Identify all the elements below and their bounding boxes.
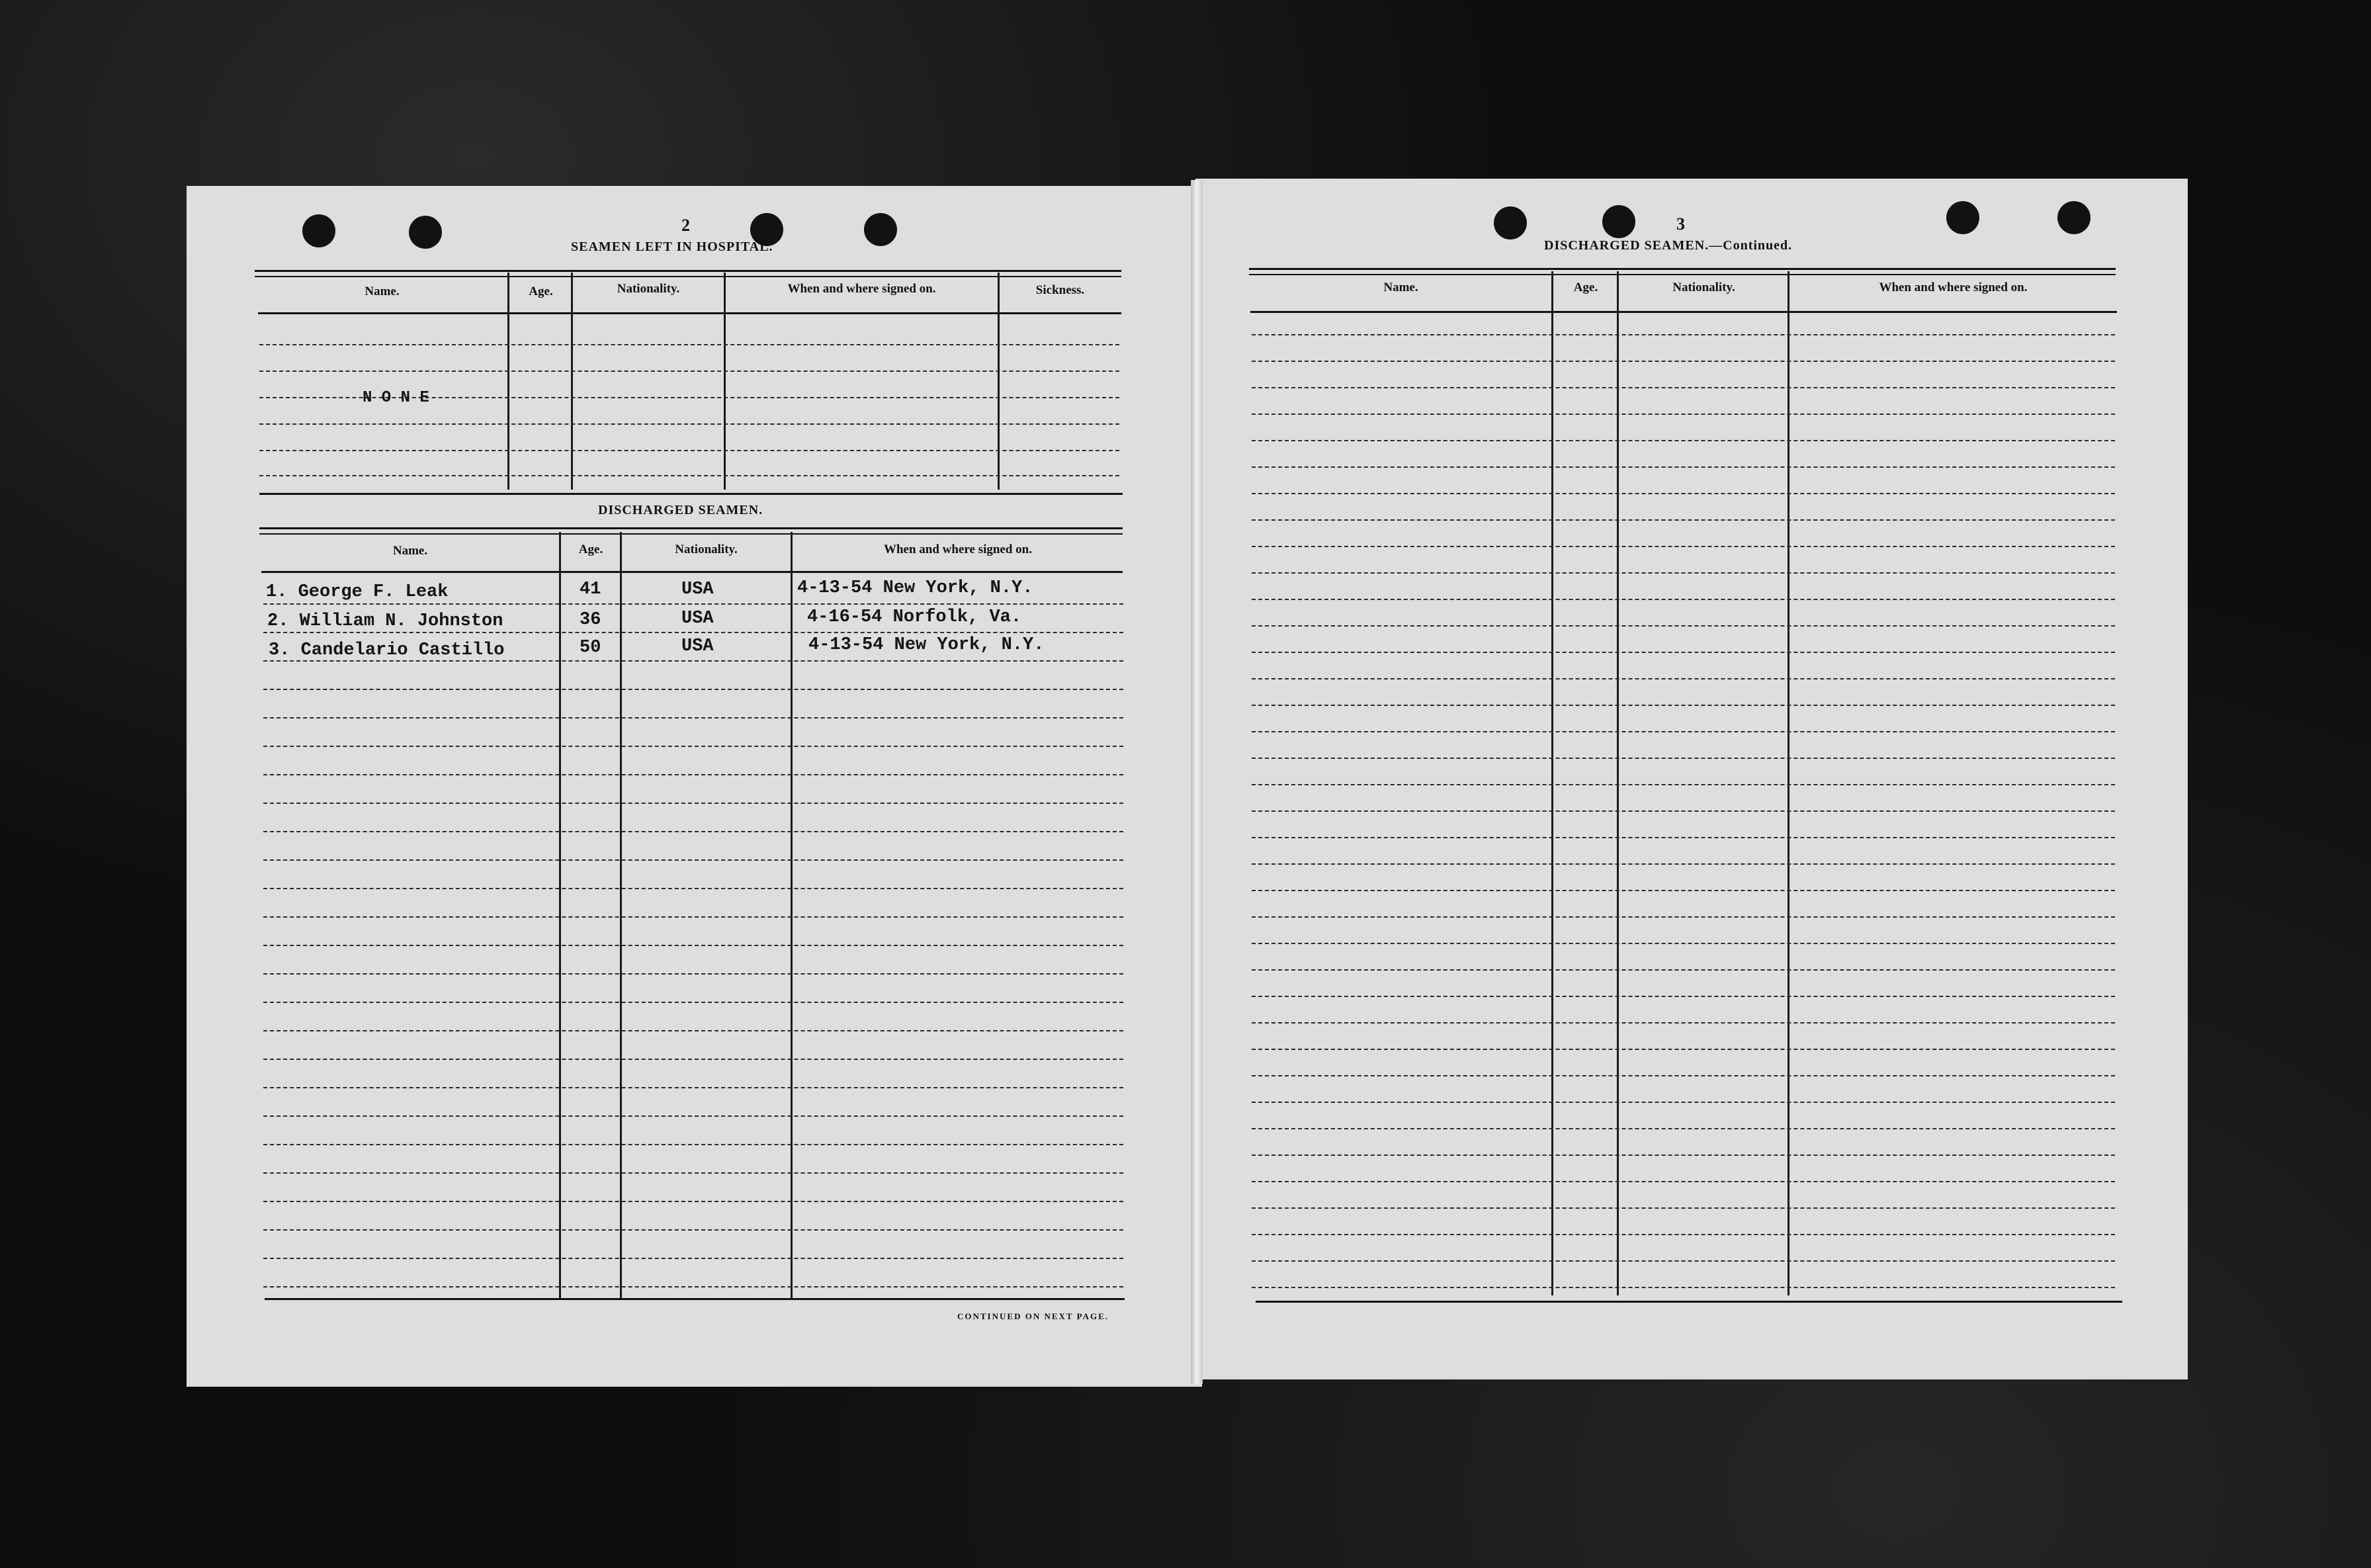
ruled-line	[263, 717, 1123, 719]
ruled-line	[1252, 1075, 2115, 1076]
hospital-col-divider	[507, 273, 509, 490]
hospital-row-line	[259, 344, 1119, 345]
ruled-line	[1252, 652, 2115, 653]
right-col-divider	[1617, 271, 1619, 1295]
ruled-line	[263, 660, 1123, 662]
discharged-header-age: Age.	[578, 543, 603, 556]
ruled-line	[1252, 678, 2115, 679]
seaman-signed-on: 4-13-54 New York, N.Y.	[797, 578, 1033, 598]
ruled-line	[1252, 1181, 2115, 1182]
ruled-line	[263, 973, 1123, 975]
ruled-line	[263, 1201, 1123, 1202]
punch-hole	[1946, 201, 1979, 234]
hospital-header-sickness: Sickness.	[1035, 283, 1085, 297]
ruled-line	[1252, 1154, 2115, 1156]
hospital-header-name: Name.	[365, 284, 400, 298]
continued-note: CONTINUED ON NEXT PAGE.	[957, 1311, 1109, 1321]
hospital-row-line	[259, 370, 1119, 372]
ruled-line	[263, 603, 1123, 605]
ruled-line	[263, 1144, 1123, 1145]
seaman-signed-on: 4-16-54 Norfolk, Va.	[807, 607, 1022, 627]
hospital-header-rule	[258, 312, 1121, 314]
seaman-age: 41	[580, 580, 601, 599]
hospital-header-signed-on: When and where signed on.	[787, 282, 936, 296]
ruled-line	[1252, 916, 2115, 918]
ruled-line	[1252, 1260, 2115, 1262]
hospital-row-line	[259, 450, 1119, 451]
discharged-col-divider	[620, 532, 622, 1299]
punch-hole	[1602, 205, 1635, 238]
ruled-line	[1252, 334, 2115, 335]
discharged-table-top-rule	[259, 527, 1123, 535]
seaman-name: 1. George F. Leak	[266, 582, 449, 602]
discharged-header-rule	[261, 571, 1123, 573]
ruled-line	[1252, 1022, 2115, 1024]
ruled-line	[263, 1172, 1123, 1174]
punch-hole	[864, 213, 897, 246]
hospital-none-entry: N O N E	[363, 389, 429, 407]
ruled-line	[1252, 519, 2115, 521]
right-header-rule	[1250, 311, 2117, 313]
hospital-col-divider	[998, 273, 1000, 490]
seaman-signed-on: 4-13-54 New York, N.Y.	[808, 635, 1045, 655]
ruled-line	[1252, 969, 2115, 971]
left-page	[187, 186, 1202, 1387]
right-header-nationality: Nationality.	[1672, 281, 1735, 294]
discharged-col-divider	[559, 532, 561, 1299]
discharged-table-bottom-rule	[265, 1298, 1125, 1300]
punch-hole	[2057, 201, 2091, 234]
ruled-line	[1252, 996, 2115, 997]
ruled-line	[1252, 863, 2115, 865]
ruled-line	[1252, 440, 2115, 441]
right-table-top-rule	[1249, 268, 2116, 275]
seaman-nationality: USA	[681, 636, 714, 656]
ruled-line	[1252, 1234, 2115, 1235]
hospital-section-title: SEAMEN LEFT IN HOSPITAL.	[571, 240, 773, 254]
discharged-section-title: DISCHARGED SEAMEN.	[598, 503, 763, 517]
ruled-line	[263, 1286, 1123, 1287]
seaman-age: 50	[580, 638, 601, 658]
hospital-table-bottom-rule	[259, 493, 1123, 495]
ruled-line	[263, 1229, 1123, 1231]
ruled-line	[263, 1002, 1123, 1003]
ruled-line	[1252, 705, 2115, 706]
ruled-line	[263, 945, 1123, 946]
hospital-row-line	[259, 423, 1119, 425]
right-col-divider	[1788, 271, 1789, 1295]
ruled-line	[1252, 810, 2115, 812]
discharged-header-signed-on: When and where signed on.	[883, 543, 1032, 556]
ruled-line	[263, 916, 1123, 918]
ruled-line	[263, 689, 1123, 690]
ruled-line	[1252, 943, 2115, 944]
page-fold	[1191, 180, 1203, 1384]
ruled-line	[1252, 493, 2115, 494]
hospital-col-divider	[571, 273, 573, 490]
ruled-line	[1252, 1207, 2115, 1209]
ruled-line	[263, 888, 1123, 889]
seaman-nationality: USA	[681, 609, 714, 629]
ruled-line	[263, 831, 1123, 832]
ruled-line	[1252, 1128, 2115, 1129]
seaman-name: 3. Candelario Castillo	[269, 640, 505, 660]
punch-hole	[302, 214, 335, 247]
ruled-line	[263, 774, 1123, 775]
ruled-line	[1252, 625, 2115, 627]
discharged-continued-title: DISCHARGED SEAMEN.—Continued.	[1544, 238, 1793, 253]
ruled-line	[1252, 546, 2115, 547]
ruled-line	[1252, 890, 2115, 891]
hospital-row-line	[259, 475, 1119, 476]
hospital-table-top-rule	[255, 270, 1121, 277]
seaman-nationality: USA	[681, 580, 714, 599]
ruled-line	[1252, 1049, 2115, 1050]
punch-hole	[1494, 206, 1527, 240]
ruled-line	[1252, 361, 2115, 362]
right-col-divider	[1551, 271, 1553, 1295]
ruled-line	[263, 1115, 1123, 1117]
hospital-header-nationality: Nationality.	[617, 282, 680, 296]
ruled-line	[1252, 599, 2115, 600]
ruled-line	[263, 803, 1123, 804]
ruled-line	[1252, 466, 2115, 468]
ruled-line	[263, 746, 1123, 747]
ruled-line	[1252, 572, 2115, 574]
ruled-line	[1252, 1102, 2115, 1103]
punch-hole	[409, 216, 442, 249]
right-table-bottom-rule	[1256, 1301, 2122, 1303]
ruled-line	[263, 1258, 1123, 1259]
page-number: 3	[1676, 214, 1685, 234]
discharged-header-nationality: Nationality.	[675, 543, 738, 556]
ruled-line	[1252, 387, 2115, 388]
right-header-age: Age.	[1573, 281, 1598, 294]
ruled-line	[1252, 1287, 2115, 1288]
ruled-line	[1252, 758, 2115, 759]
ruled-line	[1252, 414, 2115, 415]
ruled-line	[263, 1030, 1123, 1031]
ruled-line	[1252, 837, 2115, 838]
right-page	[1195, 179, 2188, 1379]
ruled-line	[263, 859, 1123, 861]
ruled-line	[263, 632, 1123, 633]
hospital-header-age: Age.	[529, 284, 553, 298]
seaman-name: 2. William N. Johnston	[267, 611, 503, 631]
right-header-name: Name.	[1383, 281, 1418, 294]
discharged-header-name: Name.	[392, 544, 428, 558]
ruled-line	[1252, 784, 2115, 785]
right-header-signed-on: When and where signed on.	[1879, 281, 2028, 294]
hospital-col-divider	[724, 273, 726, 490]
page-number: 2	[681, 216, 690, 235]
ruled-line	[263, 1059, 1123, 1060]
ruled-line	[1252, 731, 2115, 732]
seaman-age: 36	[580, 610, 601, 630]
ruled-line	[263, 1087, 1123, 1088]
discharged-col-divider	[791, 532, 793, 1299]
